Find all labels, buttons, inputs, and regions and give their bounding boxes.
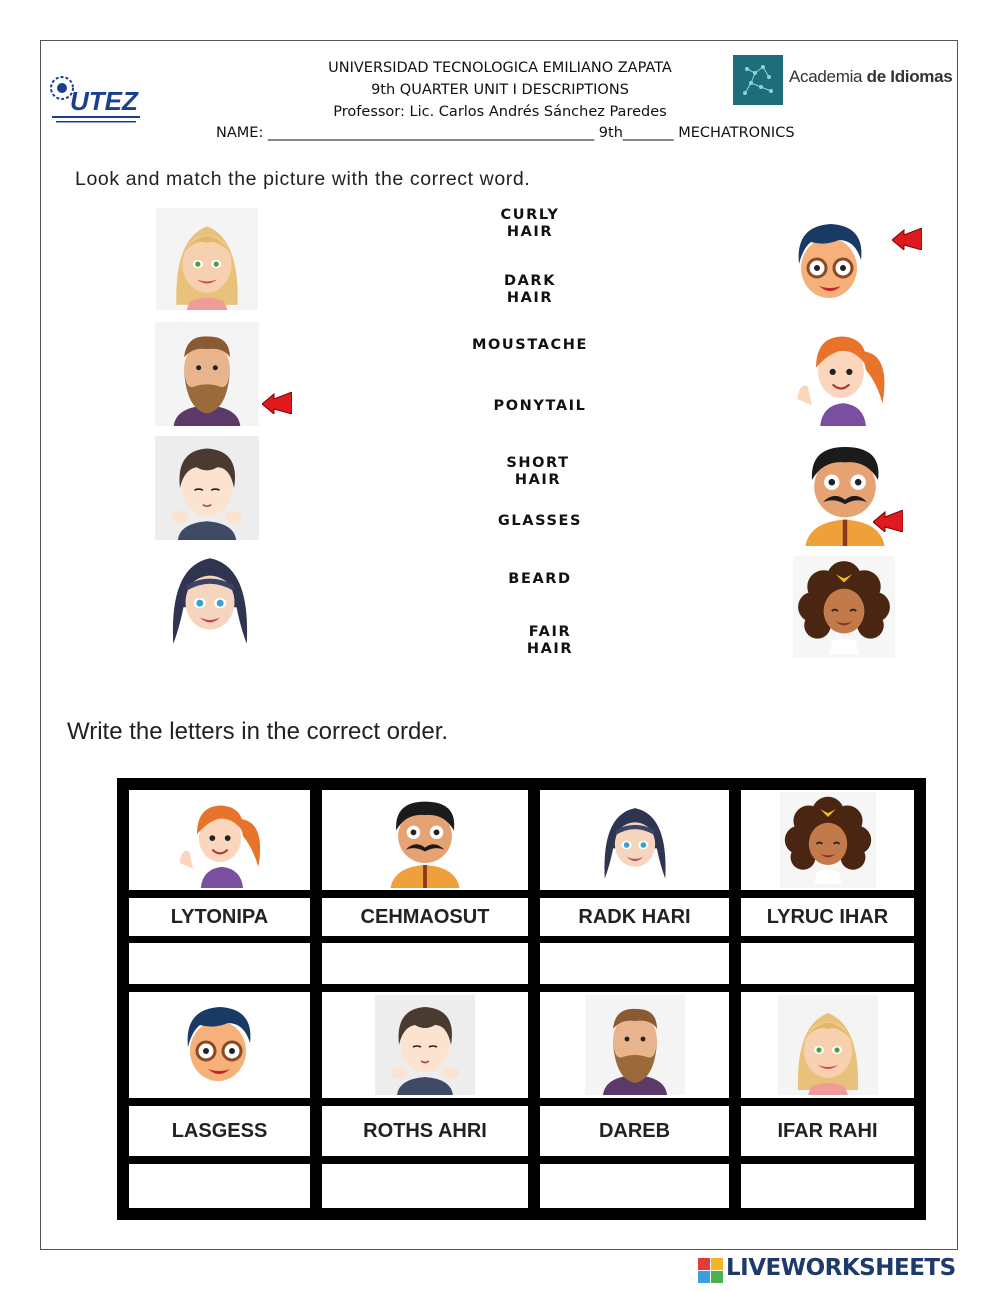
word-line-1: GLASSES xyxy=(497,513,583,529)
table-cell-picture-ponytail-girl xyxy=(129,790,310,890)
word-fair-hair[interactable] xyxy=(480,624,620,658)
unit-title: 9th QUARTER UNIT I DESCRIPTIONS xyxy=(371,82,629,98)
exercise1-instruction: Look and match the picture with the correct word. xyxy=(75,168,531,190)
word-line-1: SHORT xyxy=(506,455,570,471)
right-picture-glasses-boy xyxy=(766,212,896,312)
scrambled-word-cell: CEHMAOSUT xyxy=(322,898,528,936)
word-line-1: PONYTAIL xyxy=(493,398,587,414)
table-cell-picture-curly-hair-girl xyxy=(741,790,914,890)
answer-input-cell[interactable] xyxy=(540,943,729,984)
table-cell-picture-dark-hair-girl xyxy=(540,790,729,890)
pointer-arrow-icon xyxy=(892,228,922,250)
exercise2-instruction: Write the letters in the correct order. xyxy=(67,718,449,745)
word-line-1: CURLY xyxy=(500,207,560,223)
scrambled-word-cell: RADK HARI xyxy=(540,898,729,936)
answer-input-cell[interactable] xyxy=(322,943,528,984)
university-name: UNIVERSIDAD TECNOLOGICA EMILIANO ZAPATA xyxy=(328,60,672,76)
logo-square-icon xyxy=(711,1258,723,1270)
pointer-arrow-icon xyxy=(262,392,292,414)
left-picture-short-hair-boy xyxy=(117,436,297,540)
word-line-1: DARK xyxy=(503,273,557,289)
word-glasses[interactable] xyxy=(470,513,610,530)
scrambled-word-cell: IFAR RAHI xyxy=(741,1106,914,1156)
answer-input-cell[interactable] xyxy=(540,1164,729,1208)
unscramble-table xyxy=(117,778,926,1220)
right-picture-ponytail-girl xyxy=(762,322,920,426)
word-line-1: BEARD xyxy=(508,571,572,587)
name-line: NAME: _____________________________________________ 9th_______ MECHATRONICS xyxy=(216,125,795,141)
table-cell-picture-moustache-man xyxy=(322,790,528,890)
answer-input-cell[interactable] xyxy=(741,943,914,984)
logo-square-icon xyxy=(698,1258,710,1270)
right-picture-curly-hair-girl xyxy=(764,556,924,658)
scrambled-word-cell: LYRUC IHAR xyxy=(741,898,914,936)
logo-square-icon xyxy=(711,1271,723,1283)
word-moustache[interactable] xyxy=(445,337,615,354)
academia-logo-text-light: Academia xyxy=(789,67,867,86)
word-line-2: HAIR xyxy=(506,224,554,240)
word-line-2: HAIR xyxy=(506,290,554,306)
answer-input-cell[interactable] xyxy=(129,1164,310,1208)
table-cell-picture-short-hair-boy xyxy=(322,992,528,1098)
answer-input-cell[interactable] xyxy=(741,1164,914,1208)
word-line-2: HAIR xyxy=(526,641,574,657)
word-line-1: FAIR xyxy=(528,624,572,640)
left-picture-dark-hair-girl xyxy=(132,546,288,648)
answer-input-cell[interactable] xyxy=(322,1164,528,1208)
word-short-hair[interactable] xyxy=(468,455,608,489)
word-dark-hair[interactable] xyxy=(460,273,600,307)
word-curly-hair[interactable] xyxy=(460,207,600,241)
scrambled-word-cell: ROTHS AHRI xyxy=(322,1106,528,1156)
professor-line: Professor: Lic. Carlos Andrés Sánchez Paredes xyxy=(333,104,667,120)
answer-input-cell[interactable] xyxy=(129,943,310,984)
word-ponytail[interactable] xyxy=(460,398,620,415)
left-picture-blonde-girl xyxy=(117,208,297,310)
scrambled-word-cell: DAREB xyxy=(540,1106,729,1156)
liveworksheets-brand: LIVEWORKSHEETS xyxy=(726,1255,956,1281)
utez-logo-text: UTEZ xyxy=(70,86,138,116)
table-cell-picture-blonde-girl xyxy=(741,992,914,1098)
word-line-1: MOUSTACHE xyxy=(471,337,589,353)
scrambled-word-cell: LASGESS xyxy=(129,1106,310,1156)
scrambled-word-cell: LYTONIPA xyxy=(129,898,310,936)
word-line-2: HAIR xyxy=(514,472,562,488)
academia-logo-text-bold: de Idiomas xyxy=(866,67,953,86)
word-beard[interactable] xyxy=(470,571,610,588)
pointer-arrow-icon xyxy=(873,510,903,532)
table-cell-picture-glasses-boy xyxy=(129,992,310,1098)
logo-square-icon xyxy=(698,1271,710,1283)
liveworksheets-logo[interactable] xyxy=(698,1256,994,1284)
table-cell-picture-bearded-man xyxy=(540,992,729,1098)
